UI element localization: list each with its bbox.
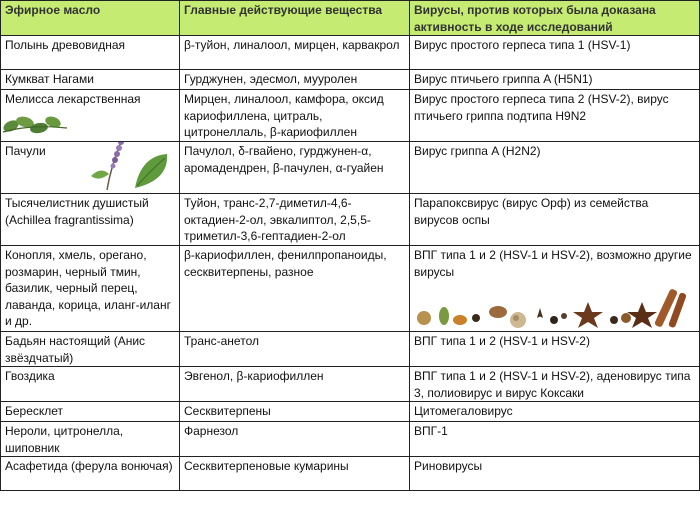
oil-cell: Гвоздика <box>1 367 180 402</box>
oil-cell <box>1 142 180 194</box>
viruses-cell: Вирус птичьего гриппа A (H5N1) <box>410 70 700 90</box>
table-row <box>1 142 700 194</box>
oil-name: Мелисса лекарственная <box>5 92 141 106</box>
patchouli-plant-image <box>77 142 177 193</box>
viruses-cell: Вирус гриппа A (H2N2) <box>410 142 700 194</box>
spices-image <box>412 282 694 332</box>
oil-cell: Конопля, хмель, орегано, розмарин, черный тмин, базилик, черный перец, лаванда, корица, иланг-иланг и др. <box>1 246 180 332</box>
table-row <box>1 457 700 491</box>
substances-cell: Транс-анетол <box>180 332 410 367</box>
table-row <box>1 422 700 457</box>
substances-cell: Гурджунен, эдесмол, мууролен <box>180 70 410 90</box>
table-row <box>1 90 700 142</box>
substances-cell: Сесквитерпены <box>180 402 410 422</box>
substances-cell: β-кариофиллен, фенилпропаноиды, сесквитерпены, разное <box>180 246 410 332</box>
oil-cell <box>1 90 180 142</box>
substances-cell: Сесквитерпеновые кумарины <box>180 457 410 491</box>
table-row <box>1 70 700 90</box>
viruses-cell: ВПГ-1 <box>410 422 700 457</box>
substances-cell: Фарнезол <box>180 422 410 457</box>
substances-cell: Эвгенол, β-кариофиллен <box>180 367 410 402</box>
header-viruses: Вирусы, против которых была доказана активность в ходе исследований <box>410 1 700 36</box>
substances-cell: β-туйон, линалоол, мирцен, карвакрол <box>180 36 410 70</box>
table-row <box>1 332 700 367</box>
oil-name: Пачули <box>5 144 46 158</box>
table-row <box>1 402 700 422</box>
oil-cell: Бересклет <box>1 402 180 422</box>
oil-cell: Полынь древовидная <box>1 36 180 70</box>
oil-cell: Тысячелистник душистый (Achillea fragrantissima) <box>1 194 180 246</box>
viruses-cell: Вирус простого герпеса типа 2 (HSV-2), вирус птичьего гриппа подтипа H9N2 <box>410 90 700 142</box>
header-row <box>1 1 700 36</box>
viruses-cell: Парапоксвирус (вирус Орф) из семейства вирусов оспы <box>410 194 700 246</box>
viruses-cell: Цитомегаловирус <box>410 402 700 422</box>
table-row <box>1 36 700 70</box>
oil-cell: Бадьян настоящий (Анис звёздчатый) <box>1 332 180 367</box>
viruses-cell: Вирус простого герпеса типа 1 (HSV-1) <box>410 36 700 70</box>
oil-cell: Нероли, цитронелла, шиповник <box>1 422 180 457</box>
viruses-text: ВПГ типа 1 и 2 (HSV-1 и HSV-2), возможно другие вирусы <box>414 248 692 279</box>
header-substances: Главные действующие вещества <box>180 1 410 36</box>
viruses-cell: ВПГ типа 1 и 2 (HSV-1 и HSV-2), аденовирус типа 3, полиовирус и вирус Коксаки <box>410 367 700 402</box>
substances-cell: Пачулол, δ-гвайено, гурджунен-α, аромадендрен, β-пачулен, α-гуайен <box>180 142 410 194</box>
viruses-cell: Риновирусы <box>410 457 700 491</box>
table-row <box>1 194 700 246</box>
oil-cell: Кумкват Нагами <box>1 70 180 90</box>
substances-cell: Туйон, транс-2,7-диметил-4,6-октадиен-2-ол, эвкалиптол, 2,5,5-триметил-3,6-гептадиен-2-ол <box>180 194 410 246</box>
viruses-cell <box>410 246 700 332</box>
oil-cell: Асафетида (ферула вонючая) <box>1 457 180 491</box>
substances-cell: Мирцен, линалоол, камфора, оксид кариофиллена, цитраль, цитронеллаль, β-кариофиллен <box>180 90 410 142</box>
table-row <box>1 246 700 332</box>
table-row <box>1 367 700 402</box>
header-oil: Эфирное масло <box>1 1 180 36</box>
melissa-leaves-image <box>1 110 71 140</box>
viruses-cell: ВПГ типа 1 и 2 (HSV-1 и HSV-2) <box>410 332 700 367</box>
